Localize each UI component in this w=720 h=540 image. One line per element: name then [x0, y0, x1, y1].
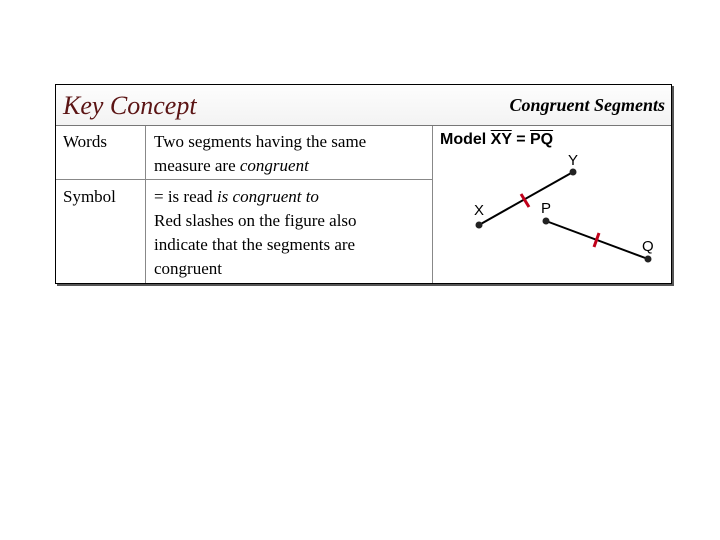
point-y	[570, 169, 577, 176]
model-label: Model	[440, 131, 487, 148]
symbol-line-1-text: = is read	[154, 187, 217, 206]
words-label: Words	[63, 132, 107, 151]
congruent-segments-figure	[56, 85, 671, 283]
congruent-segments-title: Congruent Segments	[509, 95, 665, 115]
key-concept-card	[55, 84, 672, 284]
words-line-2-text: measure are	[154, 156, 240, 175]
label-y: Y	[568, 152, 579, 169]
segment-pq-label: $\overline{PQ}$	[529, 131, 554, 148]
symbol-line-4: congruent	[154, 259, 222, 278]
point-p	[543, 218, 550, 225]
point-x	[476, 222, 483, 229]
key-concept-title: Key Concept	[63, 91, 197, 120]
label-q: Q	[642, 238, 654, 255]
symbol-line-2: Red slashes on the figure also	[154, 211, 357, 230]
segment-xy-label: $\overline{XY}$	[490, 131, 512, 148]
equals-sign: =	[516, 131, 526, 148]
point-q	[645, 256, 652, 263]
words-line-1-text: Two segments having the same	[154, 132, 367, 151]
symbol-label: Symbol	[63, 187, 116, 206]
label-p: P	[541, 200, 552, 217]
segment-xy	[479, 172, 573, 225]
symbol-line-1-italic: is congruent to	[216, 187, 319, 206]
words-line-2-italic: congruent	[239, 156, 309, 175]
label-x: X	[474, 202, 485, 219]
symbol-line-3: indicate that the segments are	[154, 235, 356, 254]
